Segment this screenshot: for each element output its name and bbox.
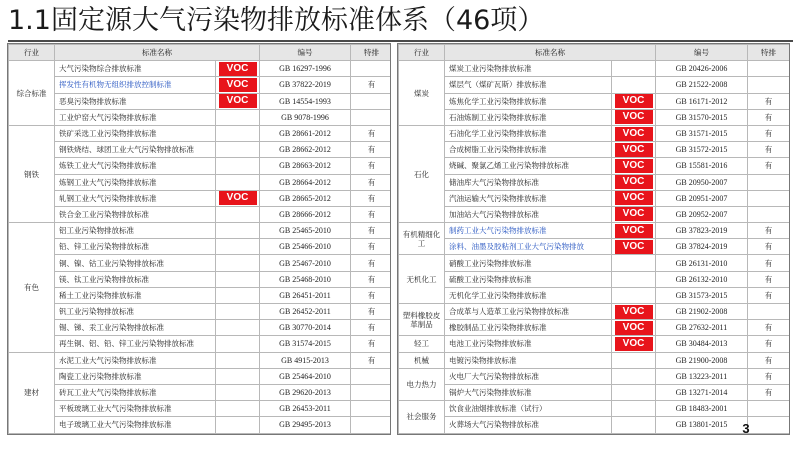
voc-badge: VOC (615, 305, 653, 319)
table-row (9, 61, 392, 77)
voc-badge: VOC (615, 337, 653, 351)
voc-cell (612, 61, 656, 77)
table-row (399, 93, 790, 109)
standard-name-cell: 稀土工业污染物排放标准 (55, 287, 216, 303)
standard-name-cell: 石油炼制工业污染物排放标准 (445, 109, 612, 125)
standard-code-cell: GB 16171-2012 (656, 93, 748, 109)
standard-name-cell: 电子玻璃工业大气污染物排放标准 (55, 417, 216, 433)
table-row (399, 352, 790, 368)
voc-cell (216, 304, 260, 320)
special-limit-cell: 有 (748, 142, 790, 158)
standard-code-cell: GB 25464-2010 (260, 368, 351, 384)
category-cell: 石化 (399, 125, 445, 222)
voc-cell (612, 142, 656, 158)
voc-cell (216, 336, 260, 352)
standard-name-cell: 炼焦化学工业污染物排放标准 (445, 93, 612, 109)
standard-name-cell: 砖瓦工业大气污染物排放标准 (55, 384, 216, 400)
voc-cell (216, 320, 260, 336)
table-row (9, 287, 392, 303)
standard-name-cell: 制药工业大气污染物排放标准 (445, 223, 612, 239)
voc-cell (612, 125, 656, 141)
standard-name-cell: 铁矿采选工业污染物排放标准 (55, 125, 216, 141)
standard-name-cell: 无机化学工业污染物排放标准 (445, 287, 612, 303)
voc-cell (612, 223, 656, 239)
voc-cell (612, 401, 656, 417)
special-limit-cell (351, 401, 392, 417)
table-row (9, 93, 392, 109)
special-limit-cell (748, 174, 790, 190)
standard-code-cell: GB 9078-1996 (260, 109, 351, 125)
table-row (9, 109, 392, 125)
table-row (9, 174, 392, 190)
table-row (9, 223, 392, 239)
header-code: 编号 (656, 45, 748, 61)
special-limit-cell: 有 (351, 239, 392, 255)
voc-cell (216, 271, 260, 287)
header-code: 编号 (260, 45, 351, 61)
standard-name-cell: 轧钢工业大气污染物排放标准 (55, 190, 216, 206)
special-limit-cell: 有 (351, 320, 392, 336)
table-row (399, 336, 790, 352)
special-limit-cell: 有 (351, 336, 392, 352)
standard-code-cell: GB 30770-2014 (260, 320, 351, 336)
standard-name-cell: 橡胶制品工业污染物排放标准 (445, 320, 612, 336)
standard-name-cell: 再生铜、铝、铅、锌工业污染物排放标准 (55, 336, 216, 352)
standard-name-cell: 炼钢工业大气污染物排放标准 (55, 174, 216, 190)
table-row (9, 142, 392, 158)
voc-cell (216, 368, 260, 384)
voc-badge: VOC (615, 159, 653, 173)
category-cell: 煤炭 (399, 61, 445, 126)
standard-code-cell: GB 20426-2006 (656, 61, 748, 77)
standard-code-cell: GB 31573-2015 (656, 287, 748, 303)
table-header-row (399, 45, 790, 61)
standard-name-cell: 大气污染物综合排放标准 (55, 61, 216, 77)
table-row (399, 206, 790, 222)
voc-cell (216, 239, 260, 255)
voc-cell (216, 401, 260, 417)
voc-cell (216, 255, 260, 271)
voc-cell (612, 93, 656, 109)
title-divider (8, 40, 793, 42)
table-row (9, 255, 392, 271)
table-row (9, 352, 392, 368)
voc-badge: VOC (219, 62, 257, 76)
voc-badge: VOC (219, 94, 257, 108)
special-limit-cell: 有 (748, 287, 790, 303)
category-cell: 塑料橡胶皮革制品 (399, 304, 445, 336)
table-row (9, 336, 392, 352)
standard-name-cell: 钢铁烧结、球团工业大气污染物排放标准 (55, 142, 216, 158)
table-row (399, 239, 790, 255)
header-special: 特排 (351, 45, 392, 61)
standard-code-cell: GB 21900-2008 (656, 352, 748, 368)
table-row (399, 304, 790, 320)
header-special: 特排 (748, 45, 790, 61)
voc-badge: VOC (615, 207, 653, 221)
voc-cell (612, 336, 656, 352)
standard-name-cell: 工业炉窑大气污染物排放标准 (55, 109, 216, 125)
standard-name-cell: 合成革与人造革工业污染物排放标准 (445, 304, 612, 320)
voc-cell (216, 109, 260, 125)
voc-badge: VOC (615, 191, 653, 205)
voc-cell (612, 304, 656, 320)
table-row (9, 271, 392, 287)
table-row (9, 239, 392, 255)
standard-name-cell: 加油站大气污染物排放标准 (445, 206, 612, 222)
standard-name-cell: 恶臭污染物排放标准 (55, 93, 216, 109)
voc-cell (612, 239, 656, 255)
standard-code-cell: GB 13801-2015 (656, 417, 748, 433)
header-industry: 行业 (9, 45, 55, 61)
voc-cell (216, 61, 260, 77)
voc-cell (612, 384, 656, 400)
header-industry: 行业 (399, 45, 445, 61)
standard-code-cell: GB 21902-2008 (656, 304, 748, 320)
voc-badge: VOC (615, 240, 653, 254)
table-row (399, 125, 790, 141)
voc-cell (612, 206, 656, 222)
voc-badge: VOC (219, 78, 257, 92)
voc-badge: VOC (615, 175, 653, 189)
table-row (399, 255, 790, 271)
table-row (9, 125, 392, 141)
standard-name-cell: 储油库大气污染物排放标准 (445, 174, 612, 190)
special-limit-cell: 有 (351, 287, 392, 303)
standard-name-cell: 电池工业污染物排放标准 (445, 336, 612, 352)
standard-code-cell: GB 31570-2015 (656, 109, 748, 125)
standard-code-cell: GB 29495-2013 (260, 417, 351, 433)
standard-code-cell: GB 13271-2014 (656, 384, 748, 400)
special-limit-cell: 有 (351, 77, 392, 93)
voc-badge: VOC (615, 224, 653, 238)
standard-name-cell: 铝工业污染物排放标准 (55, 223, 216, 239)
category-cell: 轻工 (399, 336, 445, 352)
special-limit-cell (351, 93, 392, 109)
standard-name-cell: 硫酸工业污染物排放标准 (445, 271, 612, 287)
standard-name-cell: 电镀污染物排放标准 (445, 352, 612, 368)
standard-name-cell: 汽油运输大气污染物排放标准 (445, 190, 612, 206)
category-cell: 无机化工 (399, 255, 445, 304)
special-limit-cell: 有 (748, 320, 790, 336)
voc-cell (216, 206, 260, 222)
standard-name-cell: 煤炭工业污染物排放标准 (445, 61, 612, 77)
special-limit-cell (748, 77, 790, 93)
special-limit-cell: 有 (351, 174, 392, 190)
voc-badge: VOC (615, 321, 653, 335)
standard-code-cell: GB 25465-2010 (260, 223, 351, 239)
special-limit-cell: 有 (748, 384, 790, 400)
standard-code-cell: GB 29620-2013 (260, 384, 351, 400)
special-limit-cell: 有 (351, 206, 392, 222)
special-limit-cell: 有 (748, 223, 790, 239)
special-limit-cell: 有 (351, 255, 392, 271)
special-limit-cell: 有 (748, 255, 790, 271)
table-row (399, 417, 790, 433)
special-limit-cell: 有 (748, 158, 790, 174)
voc-cell (216, 158, 260, 174)
standard-code-cell: GB 25466-2010 (260, 239, 351, 255)
header-standard-name: 标准名称 (445, 45, 656, 61)
category-cell: 综合标准 (9, 61, 55, 126)
table-row (9, 190, 392, 206)
special-limit-cell (748, 61, 790, 77)
voc-cell (612, 77, 656, 93)
special-limit-cell: 有 (748, 93, 790, 109)
table-row (399, 320, 790, 336)
special-limit-cell (351, 417, 392, 433)
standard-code-cell: GB 37822-2019 (260, 77, 351, 93)
standard-name-cell: 铜、镍、钴工业污染物排放标准 (55, 255, 216, 271)
table-row (9, 401, 392, 417)
special-limit-cell: 有 (351, 271, 392, 287)
special-limit-cell: 有 (748, 109, 790, 125)
standard-name-cell: 炼铁工业大气污染物排放标准 (55, 158, 216, 174)
standard-name-cell: 铅、锌工业污染物排放标准 (55, 239, 216, 255)
voc-cell (216, 417, 260, 433)
voc-cell (612, 158, 656, 174)
special-limit-cell (351, 109, 392, 125)
voc-cell (612, 255, 656, 271)
standard-code-cell: GB 26453-2011 (260, 401, 351, 417)
standard-code-cell: GB 37823-2019 (656, 223, 748, 239)
table-row (399, 158, 790, 174)
standard-name-cell: 饮食业油烟排放标准（试行） (445, 401, 612, 417)
table-row (399, 384, 790, 400)
category-cell: 有色 (9, 223, 55, 353)
standard-code-cell: GB 28665-2012 (260, 190, 351, 206)
voc-cell (216, 77, 260, 93)
special-limit-cell: 有 (351, 223, 392, 239)
standard-code-cell: GB 28664-2012 (260, 174, 351, 190)
standard-code-cell: GB 13223-2011 (656, 368, 748, 384)
voc-cell (612, 368, 656, 384)
special-limit-cell (748, 190, 790, 206)
special-limit-cell: 有 (351, 158, 392, 174)
special-limit-cell (351, 61, 392, 77)
table-row (9, 77, 392, 93)
standard-name-cell: 煤层气（煤矿瓦斯）排放标准 (445, 77, 612, 93)
table-row (9, 384, 392, 400)
table-row (399, 77, 790, 93)
table-row (399, 271, 790, 287)
special-limit-cell (748, 206, 790, 222)
table-header-row (9, 45, 392, 61)
special-limit-cell: 有 (748, 271, 790, 287)
table-row (399, 287, 790, 303)
special-limit-cell: 有 (748, 125, 790, 141)
standard-name-cell: 镁、钛工业污染物排放标准 (55, 271, 216, 287)
standard-name-cell: 锡、锑、汞工业污染物排放标准 (55, 320, 216, 336)
special-limit-cell: 有 (351, 190, 392, 206)
table-row (399, 223, 790, 239)
special-limit-cell: 有 (351, 352, 392, 368)
table-row (9, 417, 392, 433)
table-row (399, 174, 790, 190)
standard-code-cell: GB 16297-1996 (260, 61, 351, 77)
standard-code-cell: GB 25467-2010 (260, 255, 351, 271)
voc-cell (216, 223, 260, 239)
standard-code-cell: GB 26132-2010 (656, 271, 748, 287)
category-cell: 社会服务 (399, 401, 445, 433)
special-limit-cell (351, 368, 392, 384)
voc-badge: VOC (219, 191, 257, 205)
standard-code-cell: GB 37824-2019 (656, 239, 748, 255)
special-limit-cell: 有 (351, 142, 392, 158)
standard-name-cell: 涂料、油墨及胶粘剂工业大气污染物排放 (445, 239, 612, 255)
standard-name-cell: 水泥工业大气污染物排放标准 (55, 352, 216, 368)
standard-name-cell: 硝酸工业污染物排放标准 (445, 255, 612, 271)
voc-cell (216, 125, 260, 141)
standard-name-cell: 锅炉大气污染物排放标准 (445, 384, 612, 400)
standard-code-cell: GB 27632-2011 (656, 320, 748, 336)
table-row (399, 401, 790, 417)
special-limit-cell (351, 384, 392, 400)
standard-code-cell: GB 31574-2015 (260, 336, 351, 352)
standard-code-cell: GB 18483-2001 (656, 401, 748, 417)
standard-code-cell: GB 20950-2007 (656, 174, 748, 190)
standard-name-cell: 钒工业污染物排放标准 (55, 304, 216, 320)
standard-code-cell: GB 30484-2013 (656, 336, 748, 352)
special-limit-cell: 有 (351, 304, 392, 320)
voc-cell (216, 174, 260, 190)
left-standards-table (7, 43, 391, 435)
page-title: 1.1固定源大气污染物排放标准体系（46项） (8, 5, 545, 36)
standard-code-cell: GB 28662-2012 (260, 142, 351, 158)
category-cell: 建材 (9, 352, 55, 433)
standard-code-cell: GB 31572-2015 (656, 142, 748, 158)
special-limit-cell: 有 (748, 239, 790, 255)
standard-code-cell: GB 28661-2012 (260, 125, 351, 141)
voc-cell (612, 287, 656, 303)
right-standards-table (397, 43, 790, 435)
standard-name-cell: 火葬场大气污染物排放标准 (445, 417, 612, 433)
page-number: 3 (742, 421, 750, 436)
table-row (9, 206, 392, 222)
table-row (9, 320, 392, 336)
standard-code-cell: GB 20952-2007 (656, 206, 748, 222)
standard-code-cell: GB 4915-2013 (260, 352, 351, 368)
voc-cell (216, 142, 260, 158)
category-cell: 有机精细化工 (399, 223, 445, 255)
standard-code-cell: GB 14554-1993 (260, 93, 351, 109)
table-row (399, 61, 790, 77)
standard-code-cell: GB 28663-2012 (260, 158, 351, 174)
voc-cell (612, 109, 656, 125)
voc-cell (216, 384, 260, 400)
header-standard-name: 标准名称 (55, 45, 260, 61)
special-limit-cell: 有 (748, 336, 790, 352)
table-row (399, 368, 790, 384)
standard-name-cell: 石油化学工业污染物排放标准 (445, 125, 612, 141)
special-limit-cell (748, 401, 790, 417)
voc-cell (612, 271, 656, 287)
standard-code-cell: GB 26452-2011 (260, 304, 351, 320)
voc-badge: VOC (615, 127, 653, 141)
voc-cell (216, 190, 260, 206)
standard-code-cell: GB 26451-2011 (260, 287, 351, 303)
voc-cell (612, 417, 656, 433)
voc-cell (612, 320, 656, 336)
voc-cell (216, 287, 260, 303)
standard-name-cell: 火电厂大气污染物排放标准 (445, 368, 612, 384)
table-row (9, 304, 392, 320)
standard-code-cell: GB 15581-2016 (656, 158, 748, 174)
voc-cell (612, 352, 656, 368)
special-limit-cell: 有 (748, 368, 790, 384)
standard-name-cell: 烧碱、聚氯乙烯工业污染物排放标准 (445, 158, 612, 174)
standard-name-cell: 铁合金工业污染物排放标准 (55, 206, 216, 222)
voc-cell (612, 190, 656, 206)
standard-name-cell: 合成树脂工业污染物排放标准 (445, 142, 612, 158)
category-cell: 机械 (399, 352, 445, 368)
standard-name-cell: 挥发性有机物无组织排放控制标准 (55, 77, 216, 93)
special-limit-cell: 有 (351, 125, 392, 141)
standard-code-cell: GB 21522-2008 (656, 77, 748, 93)
standard-code-cell: GB 20951-2007 (656, 190, 748, 206)
voc-cell (216, 93, 260, 109)
table-row (399, 190, 790, 206)
voc-badge: VOC (615, 143, 653, 157)
category-cell: 钢铁 (9, 125, 55, 222)
voc-cell (612, 174, 656, 190)
standard-code-cell: GB 31571-2015 (656, 125, 748, 141)
standard-code-cell: GB 25468-2010 (260, 271, 351, 287)
standard-code-cell: GB 26131-2010 (656, 255, 748, 271)
special-limit-cell (748, 304, 790, 320)
table-row (9, 368, 392, 384)
standard-code-cell: GB 28666-2012 (260, 206, 351, 222)
table-row (399, 142, 790, 158)
voc-badge: VOC (615, 94, 653, 108)
standard-name-cell: 平板玻璃工业大气污染物排放标准 (55, 401, 216, 417)
category-cell: 电力热力 (399, 368, 445, 400)
standard-name-cell: 陶瓷工业污染物排放标准 (55, 368, 216, 384)
voc-cell (216, 352, 260, 368)
special-limit-cell: 有 (748, 352, 790, 368)
table-row (9, 158, 392, 174)
voc-badge: VOC (615, 110, 653, 124)
table-row (399, 109, 790, 125)
